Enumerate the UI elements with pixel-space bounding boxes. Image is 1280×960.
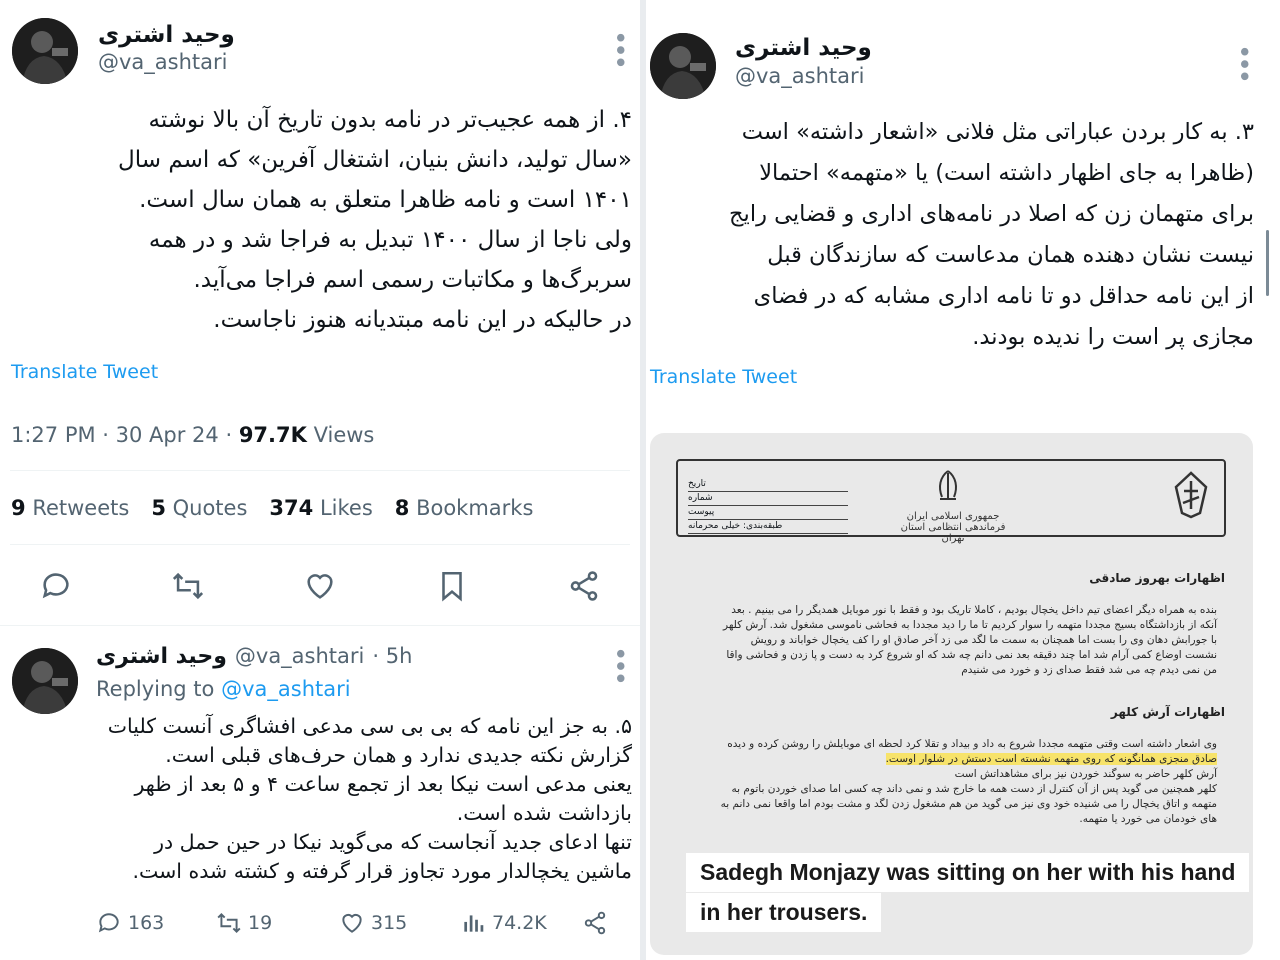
highlighted-sentence: صادق منجزی همانگونه که روی متهمه نشسته است دستش در شلوار اوست. bbox=[885, 753, 1217, 765]
tweet-text: ۴. از همه عجیب‌تر در نامه بدون تاریخ آن بالا نوشته «سال تولید، دانش بنیان، اشتغال آفرین» که اسم سال ۱۴۰۱ است و نامه ظاهرا متعلق به همان سال است. ولی ناجا از سال ۱۴۰۰ تبدیل به فراجا شد و در همه سربرگ‌ها و مکاتبات رسمی اسم فراجا می‌آید. در حالیکه در این نامه مبتدیانه هنوز ناجاست. bbox=[118, 107, 632, 333]
replying-to-handle[interactable]: @va_ashtari bbox=[221, 677, 351, 701]
section1-text: بنده به همراه دیگر اعضای تیم داخل یخچال بودیم ، کاملا تاریک بود و فقط با نور موبایل همدیگر را می بینیم . بعد آنکه از بازداشتگاه بسیج مجددا متهمه را سوار کردیم تا ما را دید مجددا به فحاشی ناموسی مشغول شد. آرش کلهر با جورابش دهان وی را بست اما همچنان به سمت ما لگد می زد آخر صادق او را کف یخچال خواباند و رویش نشست اوضاع کمی آرام شد اما چند دقیقه بعد نمی دانم چه شد که او شروع کرد به دست و پا زدن و فحاشی واقا من نمی دیدم چه می شد فقط صدای زد و خورد می شنیدم bbox=[723, 604, 1217, 676]
reply-text: ۵. به جز این نامه که بی بی سی مدعی افشاگری آنست کلیات گزارش نکته جدیدی ندارد و همان حرف‌های قبلی است. یعنی مدعی است نیکا بعد از تجمع ساعت ۴ و ۵ بعد از ظهر بازداشت شده است. تنها ادعای جدید آنجاست که می‌گوید نیکا در حین حمل در ماشین یخچالدار مورد تجاوز قرار گرفته و کشته شده است. bbox=[107, 714, 632, 883]
author-name[interactable]: وحید اشتری bbox=[98, 22, 235, 48]
scrollbar-thumb[interactable] bbox=[1266, 230, 1269, 296]
views-button[interactable]: 74.2K bbox=[460, 910, 547, 936]
more-options-icon[interactable]: ••• bbox=[604, 30, 634, 68]
like-icon[interactable] bbox=[303, 569, 337, 603]
right-translate-tweet-link[interactable]: Translate Tweet bbox=[650, 366, 798, 388]
divider bbox=[10, 544, 630, 545]
letterhead-fields: تاریخ شماره پیوست طبقه‌بندی: خیلی محرمانه bbox=[688, 479, 848, 535]
reply-author-handle[interactable]: @va_ashtari bbox=[234, 644, 365, 668]
likes-stat[interactable]: 374 Likes bbox=[269, 496, 373, 520]
reply-share-icon[interactable] bbox=[582, 910, 608, 936]
caption-line-2: in her trousers. bbox=[686, 893, 881, 932]
letterhead-title: جمهوری اسلامی ایران فرماندهی انتظامی استان تهران bbox=[900, 511, 1006, 544]
right-author-name[interactable]: وحید اشتری bbox=[735, 35, 872, 61]
like-button[interactable]: 315 bbox=[339, 910, 407, 936]
right-tweet-text: ۳. به کار بردن عباراتی مثل فلانی «اشعار داشته» است (ظاهرا به جای اظهار داشته است) یا «متهمه» احتمالا برای متهمان زن که اصلا در نامه‌های اداری و قضایی رایج نیست نشان دهنده همان مدعاست که سازندگان قبل از این نامه حداقل دو تا نامه اداری مشابه که در فضای مجازی پر است را ندیده بودند. bbox=[729, 119, 1254, 350]
replying-to: Replying to @va_ashtari bbox=[96, 677, 351, 701]
retweet-icon[interactable] bbox=[171, 569, 205, 603]
reply-more-options-icon[interactable]: ••• bbox=[604, 646, 634, 684]
column-divider bbox=[640, 0, 646, 960]
emblem-icon bbox=[928, 467, 968, 505]
right-more-options-icon[interactable]: ••• bbox=[1228, 44, 1258, 82]
section1-heading: اظهارات بهروز صادقی bbox=[1089, 571, 1225, 585]
reply-button[interactable]: 163 bbox=[96, 910, 164, 936]
avatar[interactable] bbox=[12, 18, 78, 84]
reply-header bbox=[96, 644, 412, 669]
divider bbox=[10, 470, 630, 471]
quotes-stat[interactable]: 5 Quotes bbox=[151, 496, 248, 520]
divider bbox=[0, 625, 640, 626]
caption-line-1: Sadegh Monjazy was sitting on her with his hand bbox=[686, 853, 1249, 892]
right-author-handle[interactable]: @va_ashtari bbox=[735, 64, 865, 88]
tweet-timestamp[interactable]: 1:27 PM · 30 Apr 24 · 97.7K Views bbox=[11, 423, 375, 447]
section2-text: وی اشعار داشته است وقتی متهمه مجددا شروع به داد و بیداد و تقلا کرد لحظه ای موبایلش را روشن کرده و دیده صادق منجزی همانگونه که روی متهمه نشسته است دستش در شلوار اوست. آرش کلهر حاضر به سوگند خوردن نیز برای مشاهداتش است کلهر همچنین می گوید پس از آن کنترل از دست همه ما خارج شد و نمی داند چه کسی اما صدای خوردن باتوم به متهمه و اتاق یخچال را می شنیده خود وی نیز می گوید من هم مشغول زدن لگد و مشت بودم اما واقعا نمی دانم به های خودمان می خورد یا متهمه. bbox=[720, 738, 1217, 825]
organization-logo-icon bbox=[1168, 469, 1214, 521]
section2-heading: اظهارات آرش کلهر bbox=[1110, 705, 1225, 719]
retweet-button[interactable]: 19 bbox=[216, 910, 272, 936]
engagement-stats bbox=[11, 496, 533, 520]
translate-tweet-link[interactable]: Translate Tweet bbox=[11, 361, 159, 383]
right-avatar[interactable] bbox=[650, 33, 716, 99]
share-icon[interactable] bbox=[567, 569, 601, 603]
reply-author-name[interactable]: وحید اشتری bbox=[96, 644, 227, 669]
author-handle[interactable]: @va_ashtari bbox=[98, 50, 228, 74]
reply-icon[interactable] bbox=[39, 569, 73, 603]
reply-age: · 5h bbox=[372, 644, 413, 668]
bookmarks-stat[interactable]: 8 Bookmarks bbox=[394, 496, 534, 520]
document-letterhead bbox=[676, 459, 1226, 544]
reply-avatar[interactable] bbox=[12, 648, 78, 714]
attached-document-image[interactable] bbox=[650, 433, 1253, 955]
bookmark-icon[interactable] bbox=[435, 569, 469, 603]
retweets-stat[interactable]: 9 Retweets bbox=[11, 496, 130, 520]
